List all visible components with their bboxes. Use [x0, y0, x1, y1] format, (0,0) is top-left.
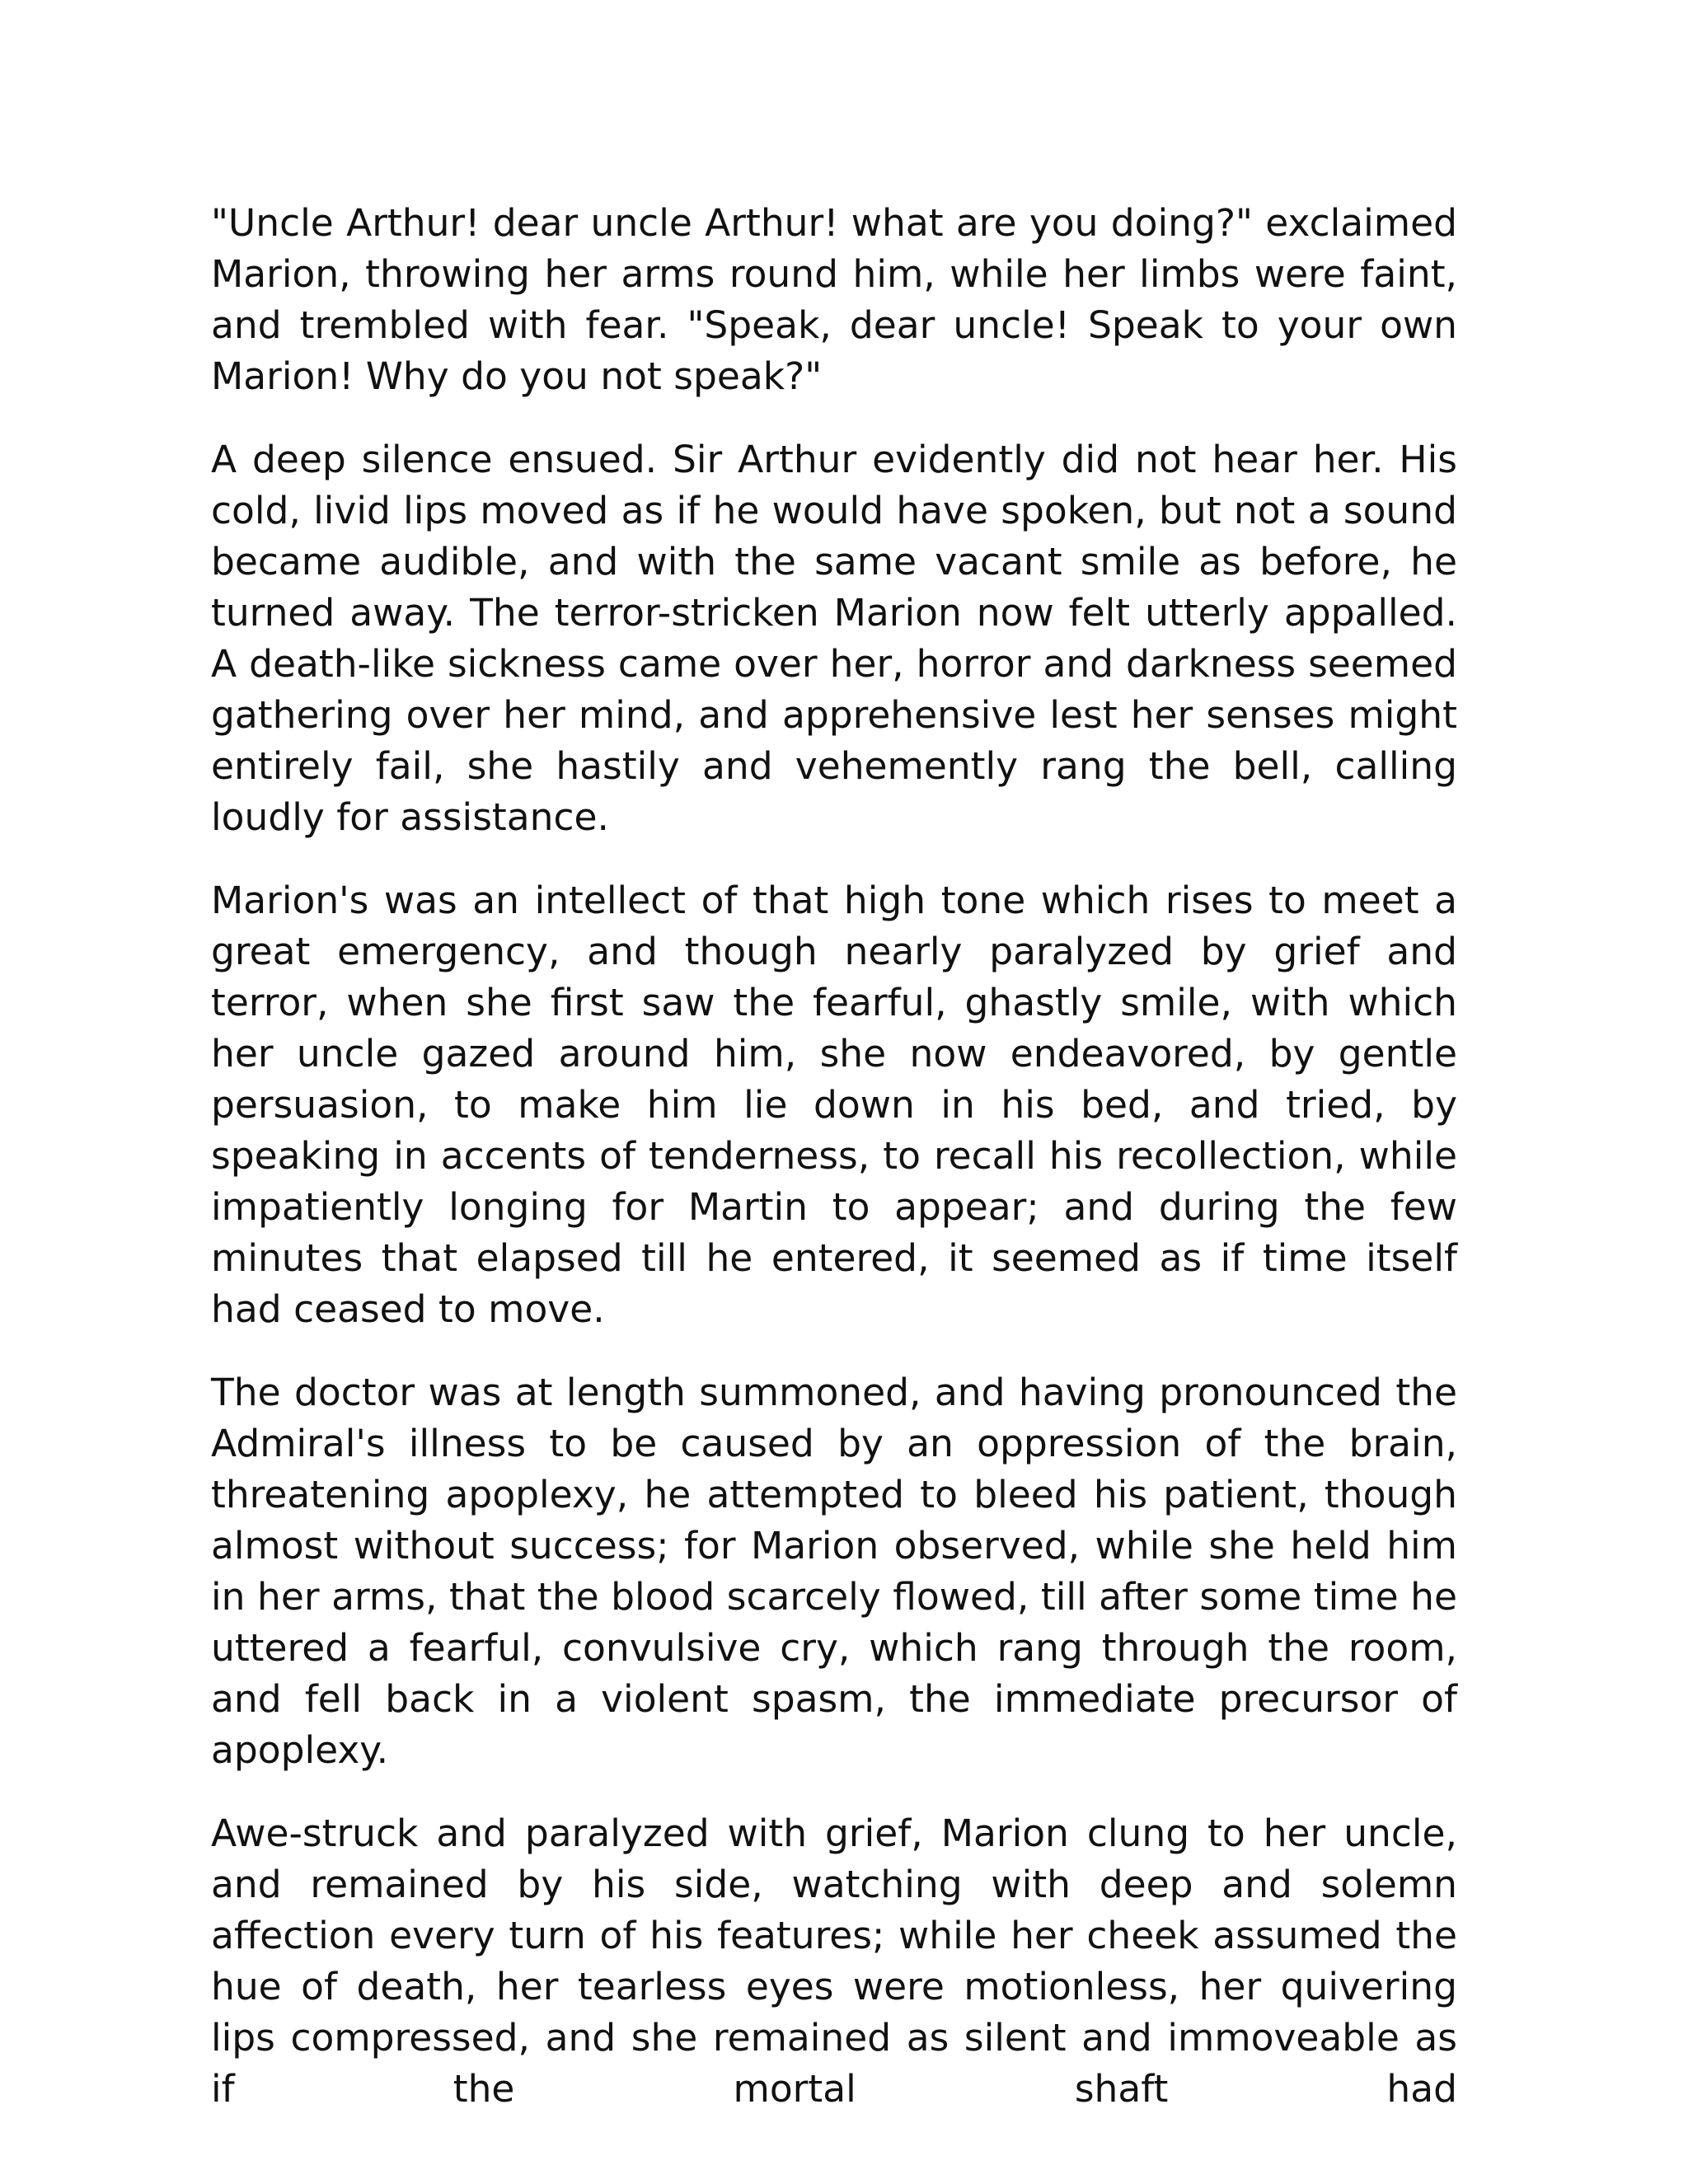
paragraph-3: Marion's was an intellect of that high tone which rises to meet a great emergency, and though nearly paralyzed by grief and terror, when she first saw the fearful, ghastly smile, with which her uncle gazed around him, she now endeavored, by gentle persuasion, to make him lie down in his bed, and tried, by speaking in accents of tenderness, to recall his recollection, while impatiently longing for Martin to appear; and during the few minutes that elapsed till he entered, it seemed as if time itself had ceased to move.	[211, 879, 1457, 1331]
body-text	[211, 198, 1457, 2147]
paragraph-2: A deep silence ensued. Sir Arthur evidently did not hear her. His cold, livid lips moved as if he would have spoken, but not a sound became audible, and with the same vacant smile as before, he turned away. The terror-stricken Marion now felt utterly appalled. A death-like sickness came over her, horror and darkness seemed gathering over her mind, and apprehensive lest her senses might entirely fail, she hastily and vehemently rang the bell, calling loudly for assistance.	[211, 438, 1457, 839]
paragraph-4: The doctor was at length summoned, and having pronounced the Admiral's illness to be caused by an oppression of the brain, threatening apoplexy, he attempted to bleed his patient, though almost without success; for Marion observed, while she held him in her arms, that the blood scarcely flowed, till after some time he uttered a fearful, convulsive cry, which rang through the room, and fell back in a violent spasm, the immediate precursor of apoplexy.	[211, 1371, 1457, 1772]
paragraph-5: Awe-struck and paralyzed with grief, Marion clung to her uncle, and remained by his side, watching with deep and solemn affection every turn of his features; while her cheek assumed the hue of death, her tearless eyes were motionless, her quivering lips compressed, and she remained as silent and immoveable as if the mortal shaft had	[211, 1811, 1457, 2111]
paragraph-1: "Uncle Arthur! dear uncle Arthur! what are you doing?" exclaimed Marion, throwing her arms round him, while her limbs were faint, and trembled with fear. "Speak, dear uncle! Speak to your own Marion! Why do you not speak?"	[211, 201, 1457, 398]
